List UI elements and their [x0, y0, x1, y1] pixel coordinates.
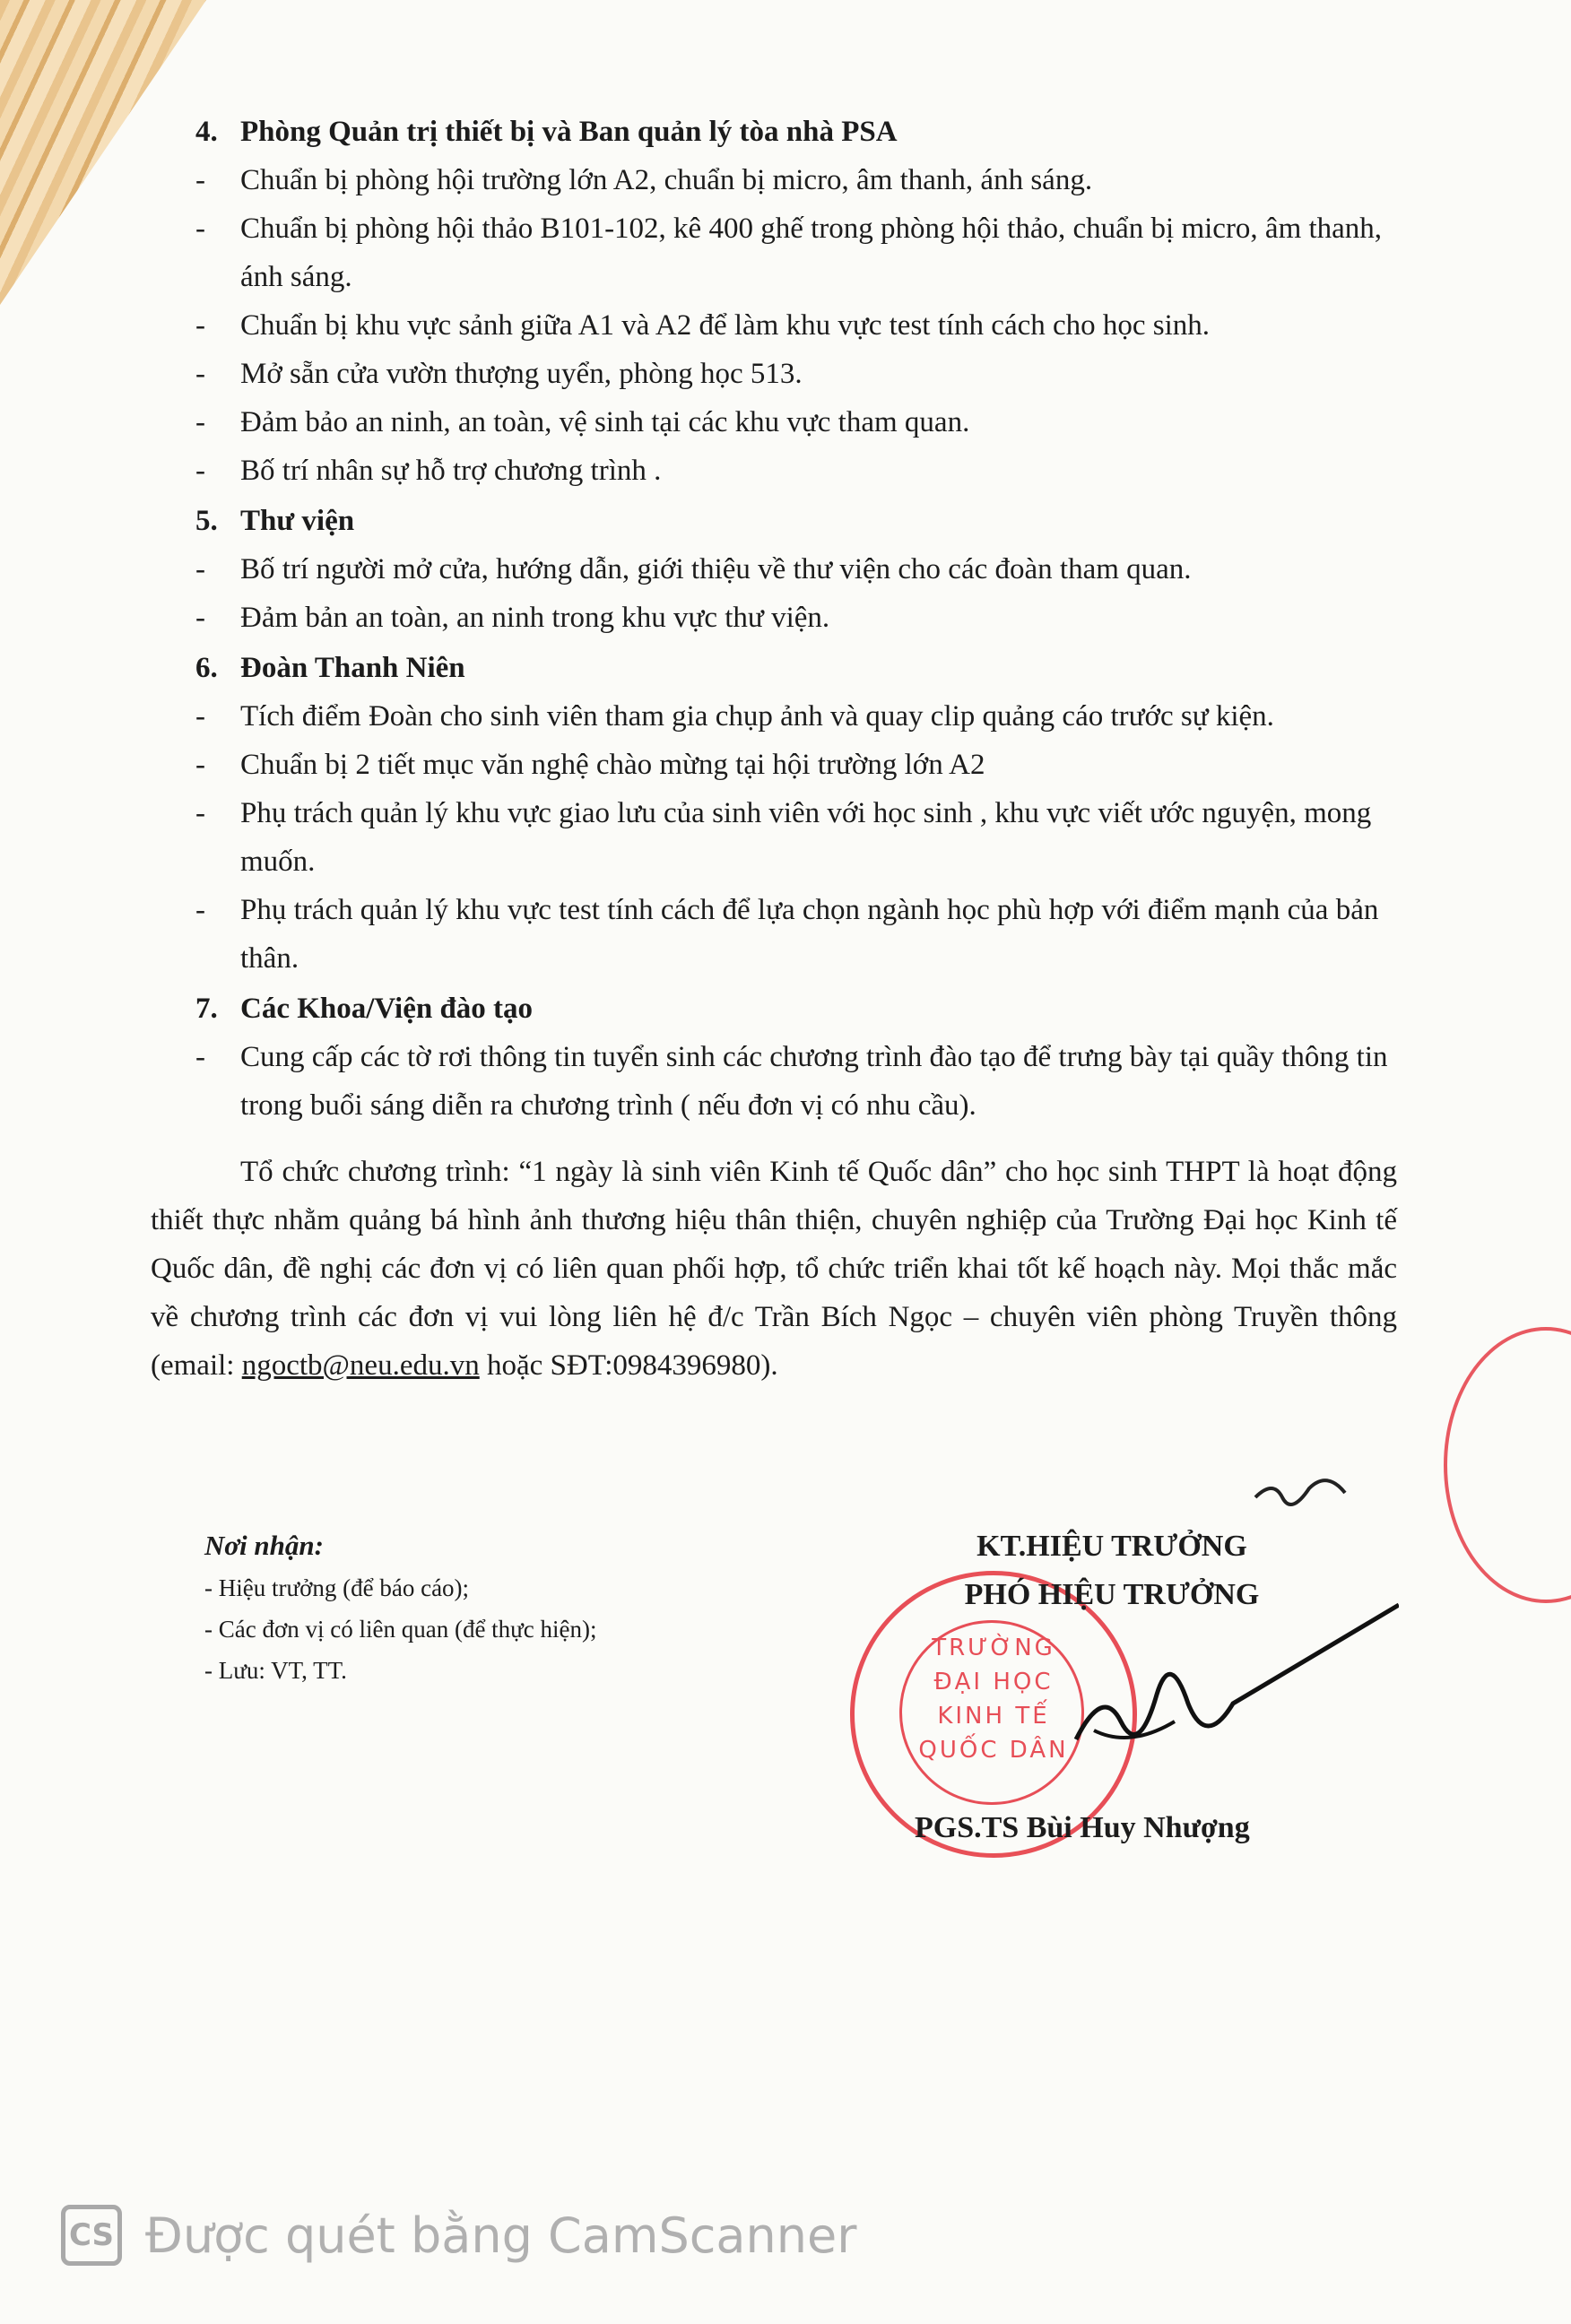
bullet-dash: -	[195, 797, 205, 829]
bullet-item	[151, 350, 1397, 398]
bullet-text: Phụ trách quản lý khu vực test tính cách để lựa chọn ngành học phù hợp với điểm mạnh của bản thân.	[240, 894, 1379, 975]
bullet-item	[151, 741, 1397, 789]
bullet-dash: -	[195, 700, 205, 733]
closing-text-end: hoặc SĐT:0984396980).	[479, 1349, 778, 1382]
signer-title-1: KT.HIỆU TRƯỞNG	[976, 1530, 1247, 1563]
bullet-dash: -	[195, 553, 205, 585]
bullet-dash: -	[195, 602, 205, 634]
bullet-item	[151, 789, 1397, 886]
bullet-dash: -	[195, 455, 205, 487]
seal-line: QUỐC DÂN	[918, 1737, 1069, 1764]
seal-line: KINH TẾ	[937, 1703, 1050, 1730]
handwritten-signature	[1022, 1470, 1399, 1775]
bullet-item	[151, 398, 1397, 447]
bullet-item	[151, 301, 1397, 350]
bullet-text: Bố trí người mở cửa, hướng dẫn, giới thiệu về thư viện cho các đoàn tham quan.	[240, 553, 1192, 585]
bullet-dash: -	[195, 749, 205, 781]
section-number: 7.	[195, 993, 218, 1025]
recipient-item: - Các đơn vị có liên quan (để thực hiện);	[204, 1616, 597, 1643]
bullet-text: Chuẩn bị phòng hội thảo B101-102, kê 400 ghế trong phòng hội thảo, chuẩn bị micro, âm thanh, ánh sáng.	[240, 212, 1383, 293]
bullet-item	[151, 594, 1397, 642]
email-link[interactable]: ngoctb@neu.edu.vn	[241, 1349, 480, 1382]
section-heading	[151, 984, 1397, 1033]
bullet-dash: -	[195, 894, 205, 926]
bullet-dash: -	[195, 164, 205, 196]
section-number: 5.	[195, 505, 218, 537]
bullet-text: Phụ trách quản lý khu vực giao lưu của sinh viên với học sinh , khu vực viết ước nguyện, mong muốn.	[240, 797, 1372, 878]
camscanner-logo-icon: CS	[61, 2205, 122, 2266]
section-heading	[151, 497, 1397, 545]
document-body	[151, 106, 1397, 1390]
bullet-dash: -	[195, 309, 205, 342]
bullet-text: Bố trí nhân sự hỗ trợ chương trình .	[240, 455, 662, 487]
section-heading	[151, 644, 1397, 692]
seal-line: ĐẠI HỌC	[933, 1669, 1054, 1695]
section-title: Thư viện	[240, 505, 355, 537]
bullet-text: Chuẩn bị khu vực sảnh giữa A1 và A2 để làm khu vực test tính cách cho học sinh.	[240, 309, 1211, 342]
bullet-item	[151, 204, 1397, 301]
bullet-item	[151, 156, 1397, 204]
section-heading	[151, 108, 1397, 156]
bullet-dash: -	[195, 358, 205, 390]
bullet-dash: -	[195, 212, 205, 245]
recipient-item: - Hiệu trưởng (để báo cáo);	[204, 1574, 470, 1601]
section-number: 4.	[195, 116, 218, 148]
signer-name: PGS.TS Bùi Huy Nhượng	[915, 1811, 1250, 1844]
section-number: 6.	[195, 652, 218, 684]
bullet-item	[151, 447, 1397, 495]
bullet-text: Chuẩn bị phòng hội trường lớn A2, chuẩn bị micro, âm thanh, ánh sáng.	[240, 164, 1093, 196]
closing-paragraph	[151, 1148, 1397, 1390]
recipients-block	[204, 1524, 832, 1691]
bullet-item	[151, 545, 1397, 594]
camscanner-text: Được quét bằng CamScanner	[145, 2207, 857, 2264]
signer-title-2: PHÓ HIỆU TRƯỞNG	[964, 1578, 1260, 1611]
edge-seal-stamp	[1444, 1327, 1571, 1603]
bullet-text: Cung cấp các tờ rơi thông tin tuyển sinh các chương trình đào tạo để trưng bày tại quầy thông tin trong buổi sáng diễn ra chương trình ( nếu đơn vị có nhu cầu).	[240, 1041, 1388, 1122]
bullet-item	[151, 692, 1397, 741]
section-title: Các Khoa/Viện đào tạo	[240, 993, 534, 1025]
bullet-item	[151, 1033, 1397, 1130]
section-title: Đoàn Thanh Niên	[240, 652, 465, 684]
bullet-text: Chuẩn bị 2 tiết mục văn nghệ chào mừng tại hội trường lớn A2	[240, 749, 985, 781]
closing-text: Tổ chức chương trình: “1 ngày là sinh viên Kinh tế Quốc dân” cho học sinh THPT là hoạt động thiết thực nhằm quảng bá hình ảnh thương hiệu thân thiện, chuyên nghiệp của Trường Đại học Kinh tế Quốc dân, đề nghị các đơn vị có liên quan phối hợp, tổ chức triển khai tốt kế hoạch này. Mọi thắc mắc về chương trình các đơn vị vui lòng liên hệ đ/c Trần Bích Ngọc – chuyên viên phòng Truyền thông (email:	[151, 1156, 1397, 1382]
bullet-item	[151, 886, 1397, 983]
recipients-heading: Nơi nhận:	[204, 1530, 324, 1561]
section-title: Phòng Quản trị thiết bị và Ban quản lý tòa nhà PSA	[240, 116, 898, 148]
recipient-item: - Lưu: VT, TT.	[204, 1657, 347, 1684]
bullet-dash: -	[195, 1041, 205, 1073]
camscanner-footer	[61, 2201, 856, 2269]
bullet-text: Tích điểm Đoàn cho sinh viên tham gia chụp ảnh và quay clip quảng cáo trước sự kiện.	[240, 700, 1274, 733]
bullet-dash: -	[195, 406, 205, 438]
seal-line: TRƯỜNG	[932, 1635, 1055, 1661]
bullet-text: Mở sẵn cửa vườn thượng uyển, phòng học 513.	[240, 358, 803, 390]
bullet-text: Đảm bản an toàn, an ninh trong khu vực thư viện.	[240, 602, 830, 634]
bullet-text: Đảm bảo an ninh, an toàn, vệ sinh tại các khu vực tham quan.	[240, 406, 970, 438]
